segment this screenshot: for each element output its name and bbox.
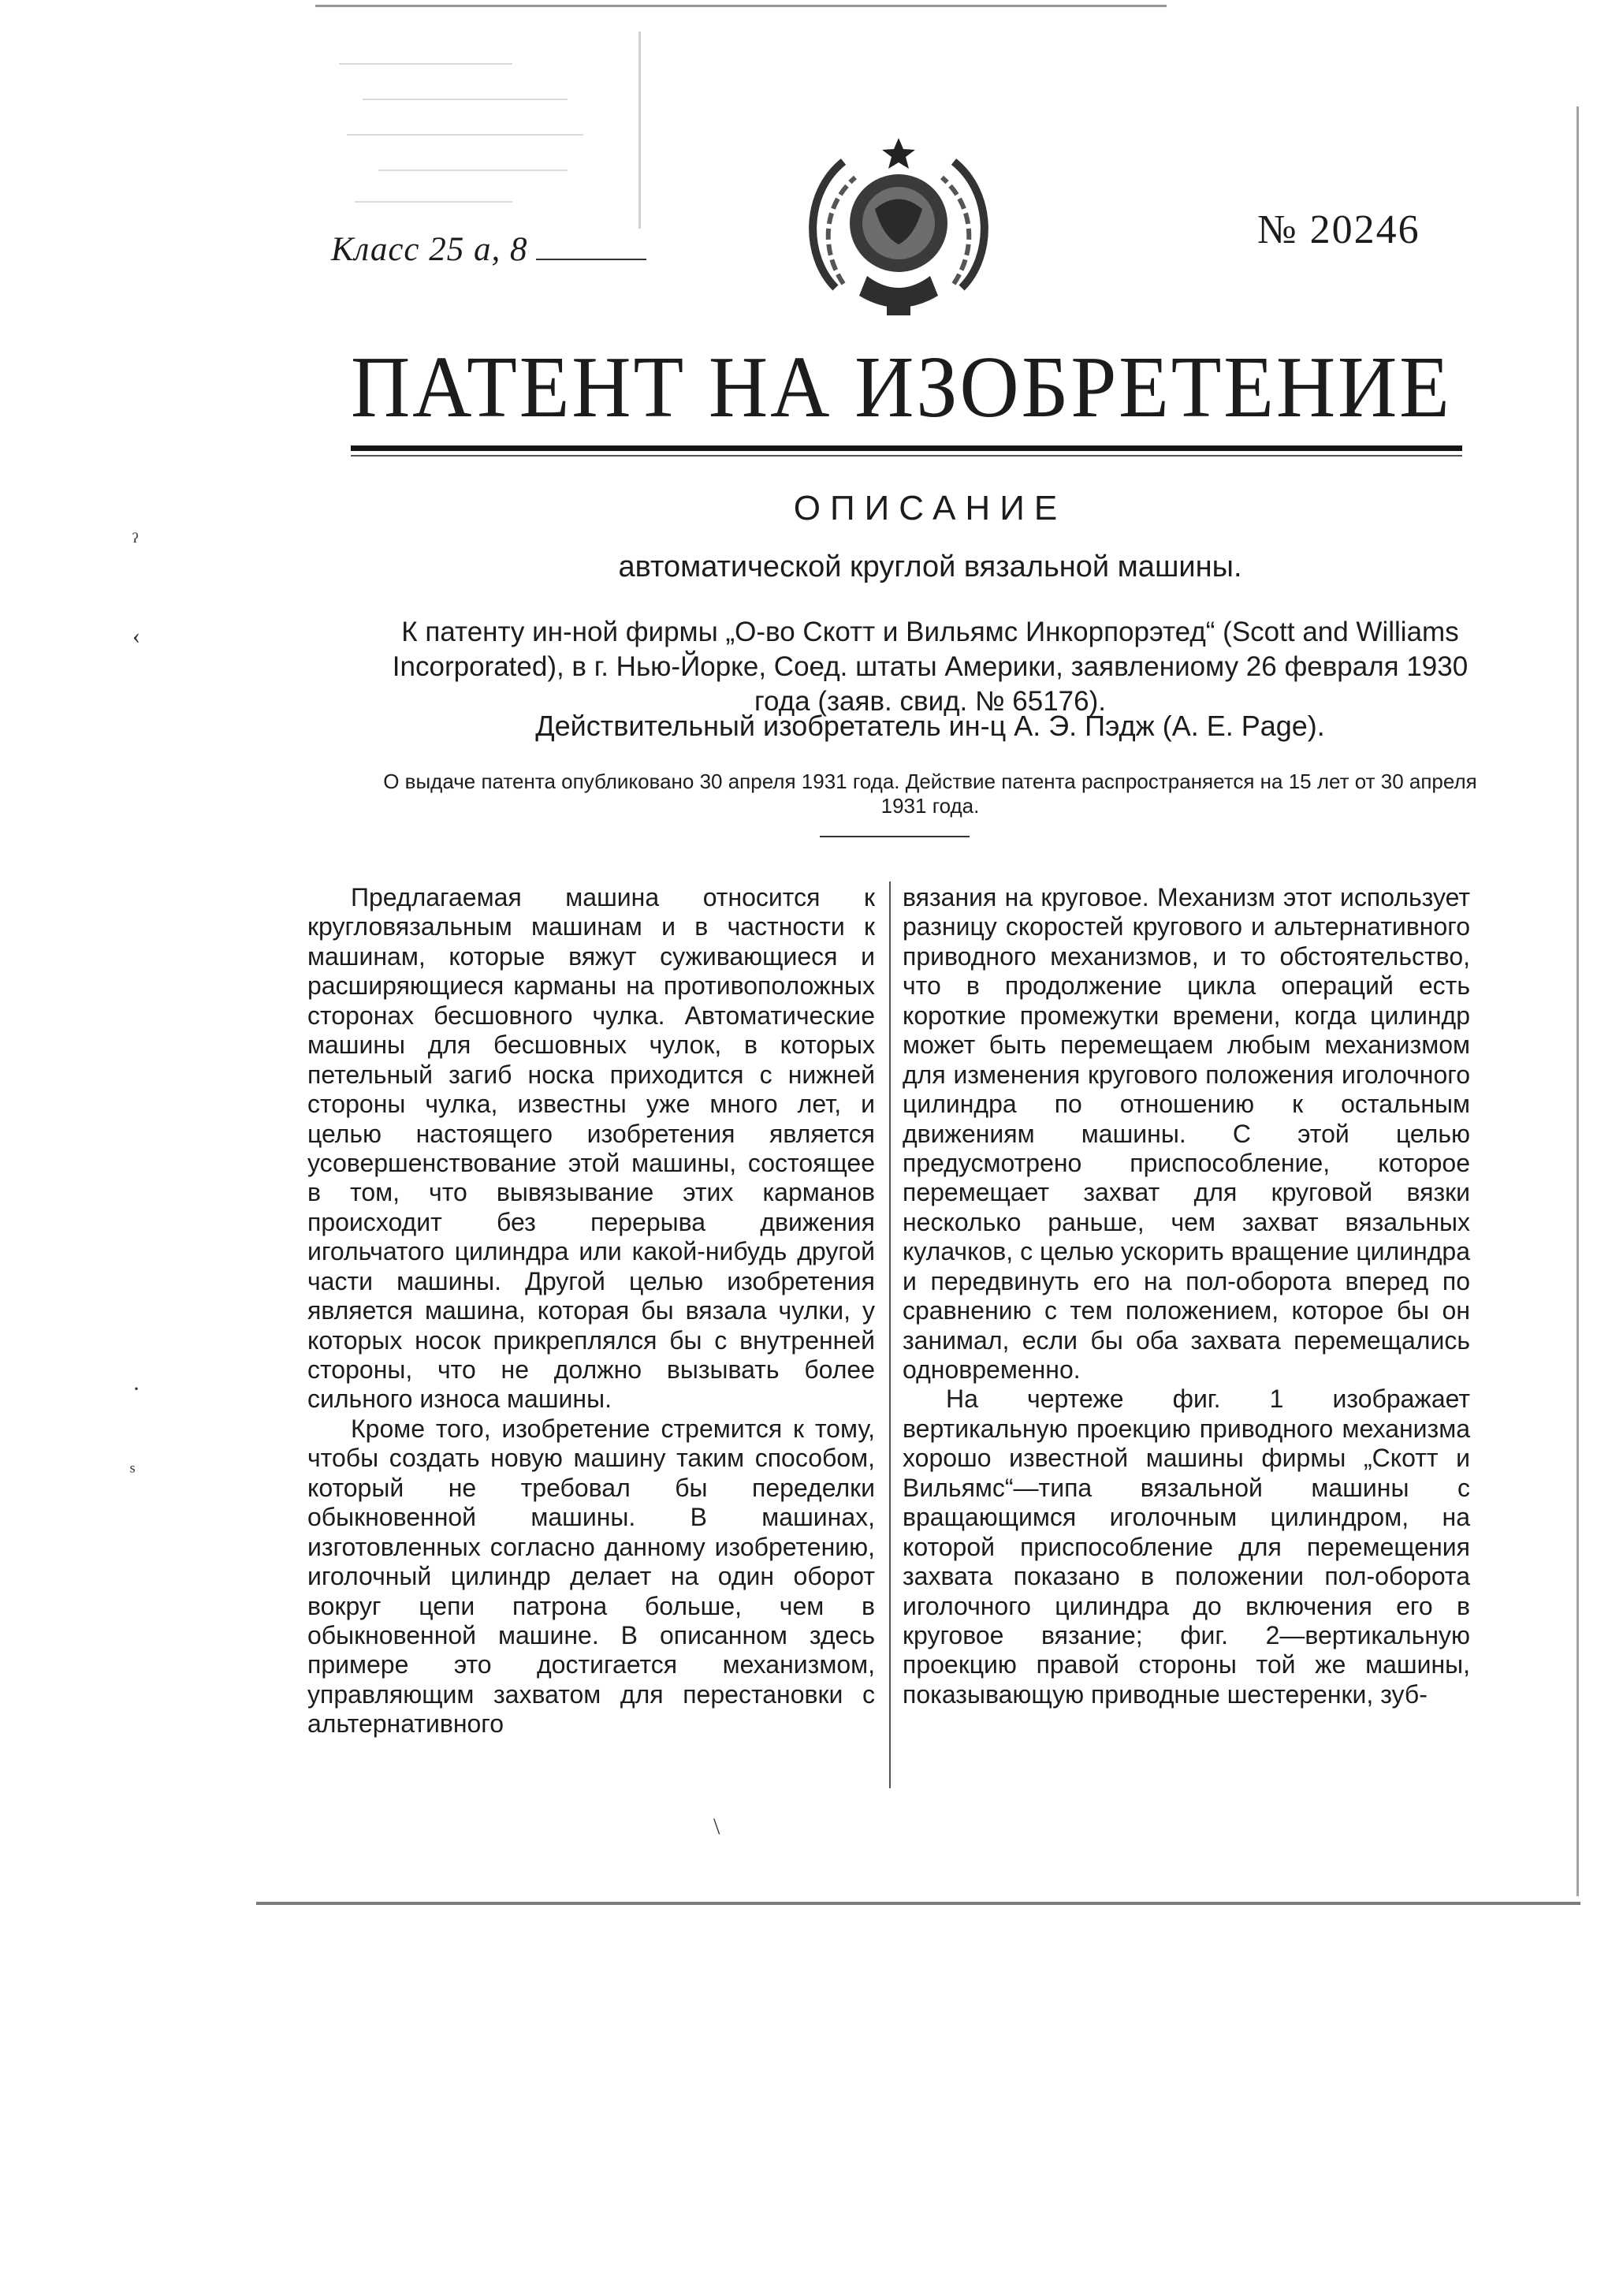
class-label: Класс 25 а, 8 [331, 231, 528, 268]
paragraph: Предлагаемая машина относится к кругловязальным машинам и в частности к машинам, которые вяжут суживающиеся и расширяющиеся карманы на противоположных сторонах бесшовного чулка. Автоматические машины для бесшовных чулок, в которых петельный загиб носка приходится с нижней стороны чулка, известны уже много лет, и целью настоящего изобретения является усовершенствование этой машины, состоящее в том, что вывязывание этих карманов происходит без перерыва движения игольчатого цилиндра или какой-нибудь другой части машины. Другой целью изобретения является машина, которая бы вязала чулки, у которых носок прикреплялся бы с внутренней стороны, что не должно вызывать более сильного износа машины. [307, 883, 875, 1414]
paragraph: На чертеже фиг. 1 изображает вертикальную проекцию приводного механизма хорошо известной машины фирмы „Скотт и Вильямс“—типа вязальной машины с вращающимся иголочным цилиндром, на которой приспособление для перемещения захвата показано в положении пол-оборота иголочного цилиндра до включения его в круговое вязание; фиг. 2—вертикальную проекцию правой стороны той же машины, показывающую приводные шестеренки, зуб- [903, 1385, 1470, 1709]
inventor-line: Действительный изобретатель ин-ц А. Э. Пэдж (A. E. Page). [535, 710, 1325, 742]
section-heading: ОПИСАНИЕ [793, 489, 1067, 527]
class-underline [536, 259, 646, 260]
scan-edge-bottom [256, 1902, 1580, 1905]
patent-number: № 20246 [1257, 207, 1420, 252]
subtitle: автоматической круглой вязальной машины. [618, 550, 1242, 583]
state-emblem-icon [788, 130, 1009, 327]
margin-mark: \ [713, 1813, 720, 1839]
publication-note: О выдаче патента опубликовано 30 апреля 1931 года. Действие патента распространяется на 15 лет от 30 апреля 1931 года. [383, 770, 1477, 818]
patent-reference: К патенту ин-ной фирмы „О-во Скотт и Вильямс Инкорпорэтед“ (Scott and Williams Incorporated), в г. Нью-Йорке, Соед. штаты Америки, заявлениому 26 февраля 1930 года (заяв. свид. № 65176). [392, 617, 1469, 717]
column-divider [889, 882, 891, 1788]
body-column-left [307, 883, 875, 1739]
scan-edge-right [1576, 106, 1579, 1896]
faded-stamp [331, 32, 641, 229]
margin-mark: ‹ [132, 623, 140, 649]
paragraph: Кроме того, изобретение стремится к тому, чтобы создать новую машину таким способом, который не требовал бы переделки обыкновенной машины. В машинах, изготовленных согласно данному изобретению, иголочный цилиндр делает на один оборот вокруг цепи патрона больше, чем в обыкновенной машине. В описанном здесь примере это достигается механизмом, управляющим захватом для перестановки с альтернативного [307, 1414, 875, 1739]
scan-edge-top [315, 5, 1167, 7]
body-column-right [903, 883, 1470, 1709]
margin-mark: ˢ [130, 1459, 136, 1485]
paragraph: вязания на круговое. Механизм этот использует разницу скоростей кругового и альтернативного приводного механизмов, и то обстоятельство, что в продолжение цикла операций есть короткие промежутки времени, когда цилиндр может быть перемещаем любым механизмом для изменения кругового положения иголочного цилиндра по отношению к остальным движениям машины. С этой целью предусмотрено приспособление, которое перемещает захват для круговой вязки несколько раньше, чем захват вязальных кулачков, с целью ускорить вращение цилиндра и передвинуть его на пол-оборота вперед по сравнению с тем положением, которое бы он занимал, если бы оба захвата перемещались одновременно. [903, 883, 1470, 1384]
title-rule-thin [351, 455, 1462, 457]
margin-mark: · [132, 1376, 140, 1402]
title-rule [351, 445, 1462, 451]
margin-mark: ˀ [132, 528, 139, 554]
separator-rule [820, 836, 970, 837]
page-title: ПАТЕНТ НА ИЗОБРЕТЕНИЕ [351, 339, 1452, 436]
